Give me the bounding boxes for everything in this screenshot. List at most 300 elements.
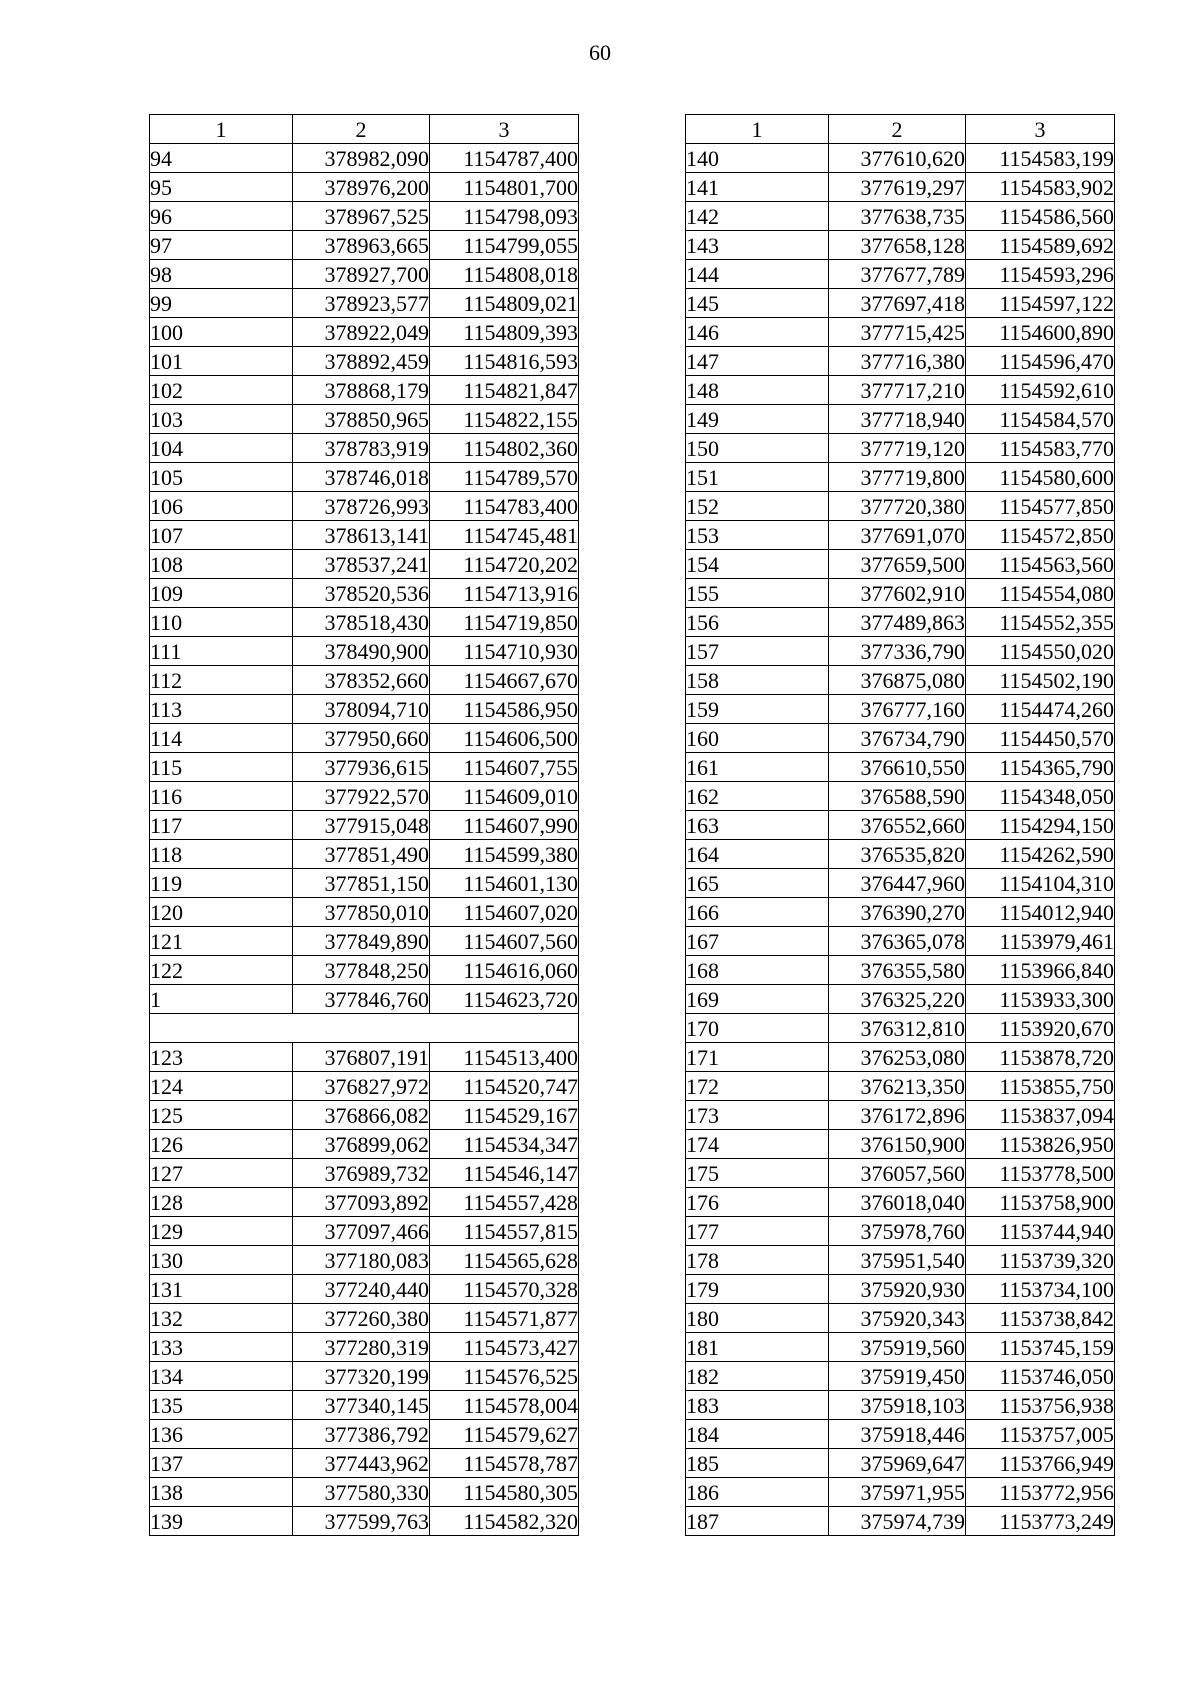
y-coordinate-cell: 1154609,010 [430,782,579,811]
x-coordinate-cell: 376588,590 [829,782,966,811]
y-coordinate-cell: 1154583,770 [966,434,1115,463]
table-header-row [686,115,1115,144]
table-row [686,1275,1115,1304]
x-coordinate-cell: 378868,179 [293,376,430,405]
y-coordinate-cell: 1154534,347 [430,1130,579,1159]
x-coordinate-cell: 377489,863 [829,608,966,637]
point-number-cell: 136 [150,1420,293,1449]
x-coordinate-cell: 377846,760 [293,985,430,1014]
point-number-cell: 153 [686,521,829,550]
table-row [150,985,579,1014]
table-row [686,405,1115,434]
table-row [150,608,579,637]
y-coordinate-cell: 1154616,060 [430,956,579,985]
table-row [150,1478,579,1507]
point-number-cell: 135 [150,1391,293,1420]
x-coordinate-cell: 375971,955 [829,1478,966,1507]
x-coordinate-cell: 378783,919 [293,434,430,463]
y-coordinate-cell: 1154607,755 [430,753,579,782]
x-coordinate-cell: 377849,890 [293,927,430,956]
table-row [686,1420,1115,1449]
table-row [686,724,1115,753]
x-coordinate-cell: 377915,048 [293,811,430,840]
y-coordinate-cell: 1154579,627 [430,1420,579,1449]
x-coordinate-cell: 377260,380 [293,1304,430,1333]
table-row [150,811,579,840]
separator-cell [150,1014,579,1043]
table-row [150,492,579,521]
table-row [686,869,1115,898]
table-row [150,1333,579,1362]
point-number-cell: 184 [686,1420,829,1449]
x-coordinate-cell: 376150,900 [829,1130,966,1159]
point-number-cell: 134 [150,1362,293,1391]
point-number-cell: 174 [686,1130,829,1159]
table-row [686,637,1115,666]
y-coordinate-cell: 1153745,159 [966,1333,1115,1362]
y-coordinate-cell: 1154348,050 [966,782,1115,811]
y-coordinate-cell: 1154104,310 [966,869,1115,898]
x-coordinate-cell: 376253,080 [829,1043,966,1072]
y-coordinate-cell: 1154529,167 [430,1101,579,1130]
x-coordinate-cell: 377851,150 [293,869,430,898]
table-row [686,173,1115,202]
y-coordinate-cell: 1153837,094 [966,1101,1115,1130]
point-number-cell: 125 [150,1101,293,1130]
table-row [686,463,1115,492]
y-coordinate-cell: 1154570,328 [430,1275,579,1304]
x-coordinate-cell: 377580,330 [293,1478,430,1507]
x-coordinate-cell: 377677,789 [829,260,966,289]
table-row [686,550,1115,579]
y-coordinate-cell: 1154607,560 [430,927,579,956]
x-coordinate-cell: 377658,128 [829,231,966,260]
y-coordinate-cell: 1153933,300 [966,985,1115,1014]
y-coordinate-cell: 1154607,020 [430,898,579,927]
y-coordinate-cell: 1154599,380 [430,840,579,869]
y-coordinate-cell: 1153739,320 [966,1246,1115,1275]
x-coordinate-cell: 376866,082 [293,1101,430,1130]
x-coordinate-cell: 375920,343 [829,1304,966,1333]
point-number-cell: 102 [150,376,293,405]
x-coordinate-cell: 377619,297 [829,173,966,202]
header-cell-2: 2 [829,115,966,144]
x-coordinate-cell: 377336,790 [829,637,966,666]
table-row [150,405,579,434]
point-number-cell: 156 [686,608,829,637]
y-coordinate-cell: 1153734,100 [966,1275,1115,1304]
table-row [150,173,579,202]
point-number-cell: 99 [150,289,293,318]
y-coordinate-cell: 1154554,080 [966,579,1115,608]
y-coordinate-cell: 1154808,018 [430,260,579,289]
table-row [150,927,579,956]
x-coordinate-cell: 375974,739 [829,1507,966,1536]
x-coordinate-cell: 376827,972 [293,1072,430,1101]
point-number-cell: 187 [686,1507,829,1536]
x-coordinate-cell: 376355,580 [829,956,966,985]
y-coordinate-cell: 1153746,050 [966,1362,1115,1391]
table-row [686,1043,1115,1072]
x-coordinate-cell: 376875,080 [829,666,966,695]
x-coordinate-cell: 375918,103 [829,1391,966,1420]
header-cell-1: 1 [150,115,293,144]
y-coordinate-cell: 1154586,950 [430,695,579,724]
y-coordinate-cell: 1154557,815 [430,1217,579,1246]
point-number-cell: 159 [686,695,829,724]
x-coordinate-cell: 377691,070 [829,521,966,550]
point-number-cell: 110 [150,608,293,637]
y-coordinate-cell: 1153772,956 [966,1478,1115,1507]
point-number-cell: 140 [686,144,829,173]
point-number-cell: 177 [686,1217,829,1246]
x-coordinate-cell: 375951,540 [829,1246,966,1275]
point-number-cell: 104 [150,434,293,463]
table-row [150,1362,579,1391]
x-coordinate-cell: 377720,380 [829,492,966,521]
point-number-cell: 152 [686,492,829,521]
y-coordinate-cell: 1154809,021 [430,289,579,318]
y-coordinate-cell: 1154719,850 [430,608,579,637]
header-cell-3: 3 [430,115,579,144]
y-coordinate-cell: 1154745,481 [430,521,579,550]
point-number-cell: 144 [686,260,829,289]
y-coordinate-cell: 1153757,005 [966,1420,1115,1449]
table-row [150,1449,579,1478]
point-number-cell: 122 [150,956,293,985]
y-coordinate-cell: 1154600,890 [966,318,1115,347]
header-cell-2: 2 [293,115,430,144]
x-coordinate-cell: 376018,040 [829,1188,966,1217]
table-row [150,1101,579,1130]
x-coordinate-cell: 377848,250 [293,956,430,985]
point-number-cell: 105 [150,463,293,492]
table-row [686,434,1115,463]
y-coordinate-cell: 1154572,850 [966,521,1115,550]
x-coordinate-cell: 378982,090 [293,144,430,173]
table-row [150,898,579,927]
x-coordinate-cell: 376777,160 [829,695,966,724]
table-row [686,1246,1115,1275]
point-number-cell: 137 [150,1449,293,1478]
table-row [686,492,1115,521]
y-coordinate-cell: 1154577,850 [966,492,1115,521]
x-coordinate-cell: 378094,710 [293,695,430,724]
y-coordinate-cell: 1154450,570 [966,724,1115,753]
point-number-cell: 129 [150,1217,293,1246]
y-coordinate-cell: 1154012,940 [966,898,1115,927]
y-coordinate-cell: 1154783,400 [430,492,579,521]
point-number-cell: 150 [686,434,829,463]
y-coordinate-cell: 1154565,628 [430,1246,579,1275]
x-coordinate-cell: 375920,930 [829,1275,966,1304]
coordinates-table-left [149,114,579,1536]
x-coordinate-cell: 377443,962 [293,1449,430,1478]
x-coordinate-cell: 376057,560 [829,1159,966,1188]
y-coordinate-cell: 1154789,570 [430,463,579,492]
x-coordinate-cell: 376390,270 [829,898,966,927]
table-row [150,144,579,173]
point-number-cell: 103 [150,405,293,434]
y-coordinate-cell: 1154667,670 [430,666,579,695]
x-coordinate-cell: 377717,210 [829,376,966,405]
y-coordinate-cell: 1154593,296 [966,260,1115,289]
table-row [686,521,1115,550]
point-number-cell: 124 [150,1072,293,1101]
table-row [150,231,579,260]
table-row [150,782,579,811]
point-number-cell: 176 [686,1188,829,1217]
x-coordinate-cell: 377240,440 [293,1275,430,1304]
x-coordinate-cell: 378963,665 [293,231,430,260]
y-coordinate-cell: 1154799,055 [430,231,579,260]
point-number-cell: 118 [150,840,293,869]
table-row [150,1420,579,1449]
y-coordinate-cell: 1154822,155 [430,405,579,434]
y-coordinate-cell: 1153966,840 [966,956,1115,985]
point-number-cell: 172 [686,1072,829,1101]
x-coordinate-cell: 377180,083 [293,1246,430,1275]
point-number-cell: 138 [150,1478,293,1507]
y-coordinate-cell: 1154798,093 [430,202,579,231]
point-number-cell: 97 [150,231,293,260]
point-number-cell: 146 [686,318,829,347]
y-coordinate-cell: 1154713,916 [430,579,579,608]
point-number-cell: 164 [686,840,829,869]
y-coordinate-cell: 1154474,260 [966,695,1115,724]
table-row [686,289,1115,318]
x-coordinate-cell: 378746,018 [293,463,430,492]
point-number-cell: 107 [150,521,293,550]
x-coordinate-cell: 378923,577 [293,289,430,318]
x-coordinate-cell: 376312,810 [829,1014,966,1043]
x-coordinate-cell: 375919,450 [829,1362,966,1391]
point-number-cell: 142 [686,202,829,231]
x-coordinate-cell: 378613,141 [293,521,430,550]
point-number-cell: 115 [150,753,293,782]
y-coordinate-cell: 1154592,610 [966,376,1115,405]
table-body [686,115,1115,1536]
table-row [150,1072,579,1101]
table-row [150,1130,579,1159]
y-coordinate-cell: 1153766,949 [966,1449,1115,1478]
table-header-row [150,115,579,144]
x-coordinate-cell: 376325,220 [829,985,966,1014]
x-coordinate-cell: 377659,500 [829,550,966,579]
y-coordinate-cell: 1154576,525 [430,1362,579,1391]
point-number-cell: 139 [150,1507,293,1536]
x-coordinate-cell: 376610,550 [829,753,966,782]
x-coordinate-cell: 377719,120 [829,434,966,463]
x-coordinate-cell: 377280,319 [293,1333,430,1362]
point-number-cell: 120 [150,898,293,927]
table-row [686,1130,1115,1159]
table-row [686,1507,1115,1536]
x-coordinate-cell: 378892,459 [293,347,430,376]
point-number-cell: 95 [150,173,293,202]
x-coordinate-cell: 377950,660 [293,724,430,753]
y-coordinate-cell: 1154821,847 [430,376,579,405]
point-number-cell: 131 [150,1275,293,1304]
point-number-cell: 158 [686,666,829,695]
x-coordinate-cell: 377386,792 [293,1420,430,1449]
y-coordinate-cell: 1153979,461 [966,927,1115,956]
point-number-cell: 175 [686,1159,829,1188]
y-coordinate-cell: 1154802,360 [430,434,579,463]
y-coordinate-cell: 1154710,930 [430,637,579,666]
point-number-cell: 170 [686,1014,829,1043]
y-coordinate-cell: 1154580,305 [430,1478,579,1507]
x-coordinate-cell: 376734,790 [829,724,966,753]
y-coordinate-cell: 1154513,400 [430,1043,579,1072]
y-coordinate-cell: 1154720,202 [430,550,579,579]
x-coordinate-cell: 378922,049 [293,318,430,347]
point-number-cell: 167 [686,927,829,956]
point-number-cell: 173 [686,1101,829,1130]
x-coordinate-cell: 378537,241 [293,550,430,579]
y-coordinate-cell: 1154573,427 [430,1333,579,1362]
x-coordinate-cell: 377936,615 [293,753,430,782]
point-number-cell: 179 [686,1275,829,1304]
point-number-cell: 112 [150,666,293,695]
table-row [150,1507,579,1536]
table-row [686,1304,1115,1333]
point-number-cell: 98 [150,260,293,289]
x-coordinate-cell: 377850,010 [293,898,430,927]
x-coordinate-cell: 376552,660 [829,811,966,840]
y-coordinate-cell: 1154584,570 [966,405,1115,434]
table-row [686,608,1115,637]
y-coordinate-cell: 1154557,428 [430,1188,579,1217]
table-row [150,463,579,492]
y-coordinate-cell: 1154552,355 [966,608,1115,637]
x-coordinate-cell: 377599,763 [293,1507,430,1536]
y-coordinate-cell: 1154546,147 [430,1159,579,1188]
table-row [686,1101,1115,1130]
point-number-cell: 181 [686,1333,829,1362]
x-coordinate-cell: 377697,418 [829,289,966,318]
table-row [686,956,1115,985]
point-number-cell: 106 [150,492,293,521]
y-coordinate-cell: 1153744,940 [966,1217,1115,1246]
point-number-cell: 183 [686,1391,829,1420]
y-coordinate-cell: 1154563,560 [966,550,1115,579]
point-number-cell: 111 [150,637,293,666]
y-coordinate-cell: 1153758,900 [966,1188,1115,1217]
y-coordinate-cell: 1154816,593 [430,347,579,376]
y-coordinate-cell: 1154607,990 [430,811,579,840]
table-row [686,1188,1115,1217]
table-row [150,1159,579,1188]
table-row [150,666,579,695]
point-number-cell: 114 [150,724,293,753]
y-coordinate-cell: 1154580,600 [966,463,1115,492]
y-coordinate-cell: 1154262,590 [966,840,1115,869]
table-row [150,724,579,753]
table-row [150,289,579,318]
table-row [686,1217,1115,1246]
point-number-cell: 108 [150,550,293,579]
table-row [686,840,1115,869]
point-number-cell: 182 [686,1362,829,1391]
y-coordinate-cell: 1154294,150 [966,811,1115,840]
x-coordinate-cell: 378520,536 [293,579,430,608]
x-coordinate-cell: 378490,900 [293,637,430,666]
y-coordinate-cell: 1153855,750 [966,1072,1115,1101]
table-row [150,753,579,782]
point-number-cell: 186 [686,1478,829,1507]
x-coordinate-cell: 378352,660 [293,666,430,695]
y-coordinate-cell: 1154578,004 [430,1391,579,1420]
x-coordinate-cell: 377320,199 [293,1362,430,1391]
table-row [150,550,579,579]
point-number-cell: 163 [686,811,829,840]
table-row [686,695,1115,724]
table-row [150,579,579,608]
point-number-cell: 148 [686,376,829,405]
point-number-cell: 145 [686,289,829,318]
x-coordinate-cell: 377715,425 [829,318,966,347]
point-number-cell: 101 [150,347,293,376]
point-number-cell: 178 [686,1246,829,1275]
point-number-cell: 127 [150,1159,293,1188]
x-coordinate-cell: 378967,525 [293,202,430,231]
x-coordinate-cell: 377922,570 [293,782,430,811]
point-number-cell: 113 [150,695,293,724]
y-coordinate-cell: 1153878,720 [966,1043,1115,1072]
point-number-cell: 168 [686,956,829,985]
table-row [150,1391,579,1420]
table-row [150,521,579,550]
point-number-cell: 128 [150,1188,293,1217]
y-coordinate-cell: 1154365,790 [966,753,1115,782]
y-coordinate-cell: 1153738,842 [966,1304,1115,1333]
y-coordinate-cell: 1153773,249 [966,1507,1115,1536]
point-number-cell: 109 [150,579,293,608]
y-coordinate-cell: 1154589,692 [966,231,1115,260]
x-coordinate-cell: 376172,896 [829,1101,966,1130]
point-number-cell: 116 [150,782,293,811]
y-coordinate-cell: 1154606,500 [430,724,579,753]
x-coordinate-cell: 377602,910 [829,579,966,608]
point-number-cell: 154 [686,550,829,579]
x-coordinate-cell: 377340,145 [293,1391,430,1420]
header-cell-3: 3 [966,115,1115,144]
point-number-cell: 117 [150,811,293,840]
x-coordinate-cell: 376213,350 [829,1072,966,1101]
table-row [686,1072,1115,1101]
table-row [686,1362,1115,1391]
table-row [150,1246,579,1275]
y-coordinate-cell: 1153756,938 [966,1391,1115,1420]
table-row [150,1217,579,1246]
point-number-cell: 155 [686,579,829,608]
point-number-cell: 161 [686,753,829,782]
x-coordinate-cell: 377097,466 [293,1217,430,1246]
point-number-cell: 162 [686,782,829,811]
point-number-cell: 132 [150,1304,293,1333]
point-number-cell: 133 [150,1333,293,1362]
x-coordinate-cell: 376535,820 [829,840,966,869]
table-row [686,260,1115,289]
x-coordinate-cell: 378976,200 [293,173,430,202]
point-number-cell: 157 [686,637,829,666]
table-row [150,840,579,869]
table-separator-row [150,1014,579,1043]
point-number-cell: 149 [686,405,829,434]
table-body [150,115,579,1536]
point-number-cell: 151 [686,463,829,492]
